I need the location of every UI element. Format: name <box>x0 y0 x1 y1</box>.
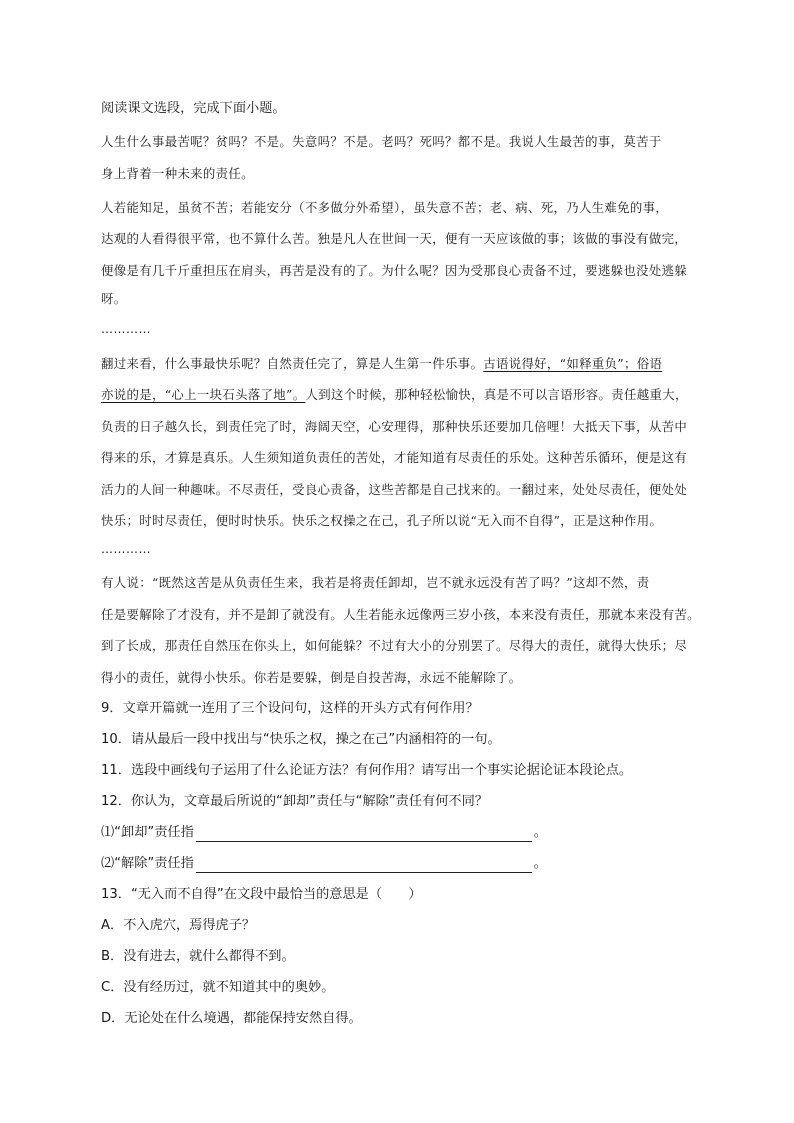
passage-p3-line2 <box>101 386 688 404</box>
ellipsis-separator-2: ………… <box>101 542 151 556</box>
question-11: 11．选段中画线句子运用了什么论证方法？有何作用？请写出一个事实论据论证本段论点。 <box>101 763 633 778</box>
passage-p2-line4: 呀。 <box>101 291 127 306</box>
passage-p2-line1: 人若能知足，虽贫不苦；若能安分（不多做分外希望），虽失意不苦；老、病、死，乃人生难免的事， <box>101 200 669 215</box>
option-b[interactable]: B．没有进去，就什么都得不到。 <box>101 949 295 964</box>
reading-instruction: 阅读课文选段，完成下面小题。 <box>101 101 286 116</box>
q12-part1-label: ⑴“卸却”责任指 <box>101 825 194 840</box>
question-10: 10．请从最后一段中找出与“快乐之权，操之在己”内涵相符的一句。 <box>101 732 501 747</box>
ellipsis-separator-1: ………… <box>101 322 151 336</box>
passage-p3-text: 翻过来看，什么事最快乐呢？自然责任完了，算是人生第一件乐事。 <box>101 356 484 371</box>
answer-blank-1[interactable] <box>196 827 532 842</box>
q12-part2-label: ⑵“解除”责任指 <box>101 856 194 871</box>
option-d[interactable]: D．无论处在什么境遇，都能保持安然自得。 <box>101 1011 362 1026</box>
passage-p3-line3: 负责的日子越久长，到责任完了时，海阔天空，心安理得，那种快乐还要加几倍哩！大抵天下事，从苦中 <box>101 419 688 434</box>
question-12: 12．你认为，文章最后所说的“卸却”责任与“解除”责任有何不同？ <box>101 794 488 809</box>
answer-blank-2[interactable] <box>196 858 532 873</box>
passage-p3-text: 人到这个时候，那种轻松愉快，真是不可以言语形容。责任越重大， <box>305 387 688 402</box>
passage-p1-line1: 人生什么事最苦呢？贫吗？不是。失意吗？不是。老吗？死吗？都不是。我说人生最苦的事，莫苦于 <box>101 134 662 149</box>
passage-p3-line6: 快乐；时时尽责任，便时时快乐。快乐之权操之在己，孔子所以说“无入而不自得”，正是这种作用。 <box>101 513 663 528</box>
question-12-part1 <box>101 824 547 842</box>
passage-p3-line1 <box>101 355 662 373</box>
question-13: 13．“无入而不自得”在文段中最恰当的意思是（ ） <box>101 887 422 902</box>
passage-p1-line2: 身上背着一种未来的责任。 <box>101 166 254 181</box>
passage-p3-line4: 得来的乐，才算是真乐。人生须知道负责任的苦处，才能知道有尽责任的乐处。这种苦乐循环，便是这有 <box>101 450 688 465</box>
passage-p4-line4: 得小的责任，就得小快乐。你若是要躲，倒是自投苦海，永远不能解除了。 <box>101 670 522 685</box>
underlined-sentence: 古语说得好，“如释重负”；俗语 <box>483 356 663 371</box>
passage-p4-line2: 任是要解除了才没有，并不是卸了就没有。人生若能永远像两三岁小孩，本来没有责任，那就本来没有苦。 <box>101 607 700 622</box>
passage-p4-line1: 有人说：“既然这苦是从负责任生来，我若是将责任卸却，岂不就永远没有苦了吗？”这却不然，责 <box>101 575 650 590</box>
question-12-part2 <box>101 855 547 873</box>
q12-part1-period: 。 <box>533 825 547 840</box>
option-c[interactable]: C．没有经历过，就不知道其中的奥妙。 <box>101 980 335 995</box>
passage-p4-line3: 到了长成，那责任自然压在你头上，如何能躲？不过有大小的分别罢了。尽得大的责任，就得大快乐；尽 <box>101 638 688 653</box>
passage-p2-line3: 便像是有几千斤重担压在肩头，再苦是没有的了。为什么呢？因为受那良心责备不过，要逃躲也没处逃躲 <box>101 263 688 278</box>
q12-part2-period: 。 <box>533 856 547 871</box>
passage-p2-line2: 达观的人看得很平常，也不算什么苦。独是凡人在世间一天，便有一天应该做的事；该做的事没有做完， <box>101 231 688 246</box>
option-a[interactable]: A．不入虎穴，焉得虎子？ <box>101 918 256 933</box>
underlined-sentence: 亦说的是，“心上一块石头落了地”。 <box>101 387 306 402</box>
passage-p3-line5: 活力的人间一种趣味。不尽责任，受良心责备，这些苦都是自己找来的。一翻过来，处处尽责任，便处处 <box>101 482 688 497</box>
question-9: 9．文章开篇就一连用了三个设问句，这样的开头方式有何作用？ <box>101 701 479 716</box>
